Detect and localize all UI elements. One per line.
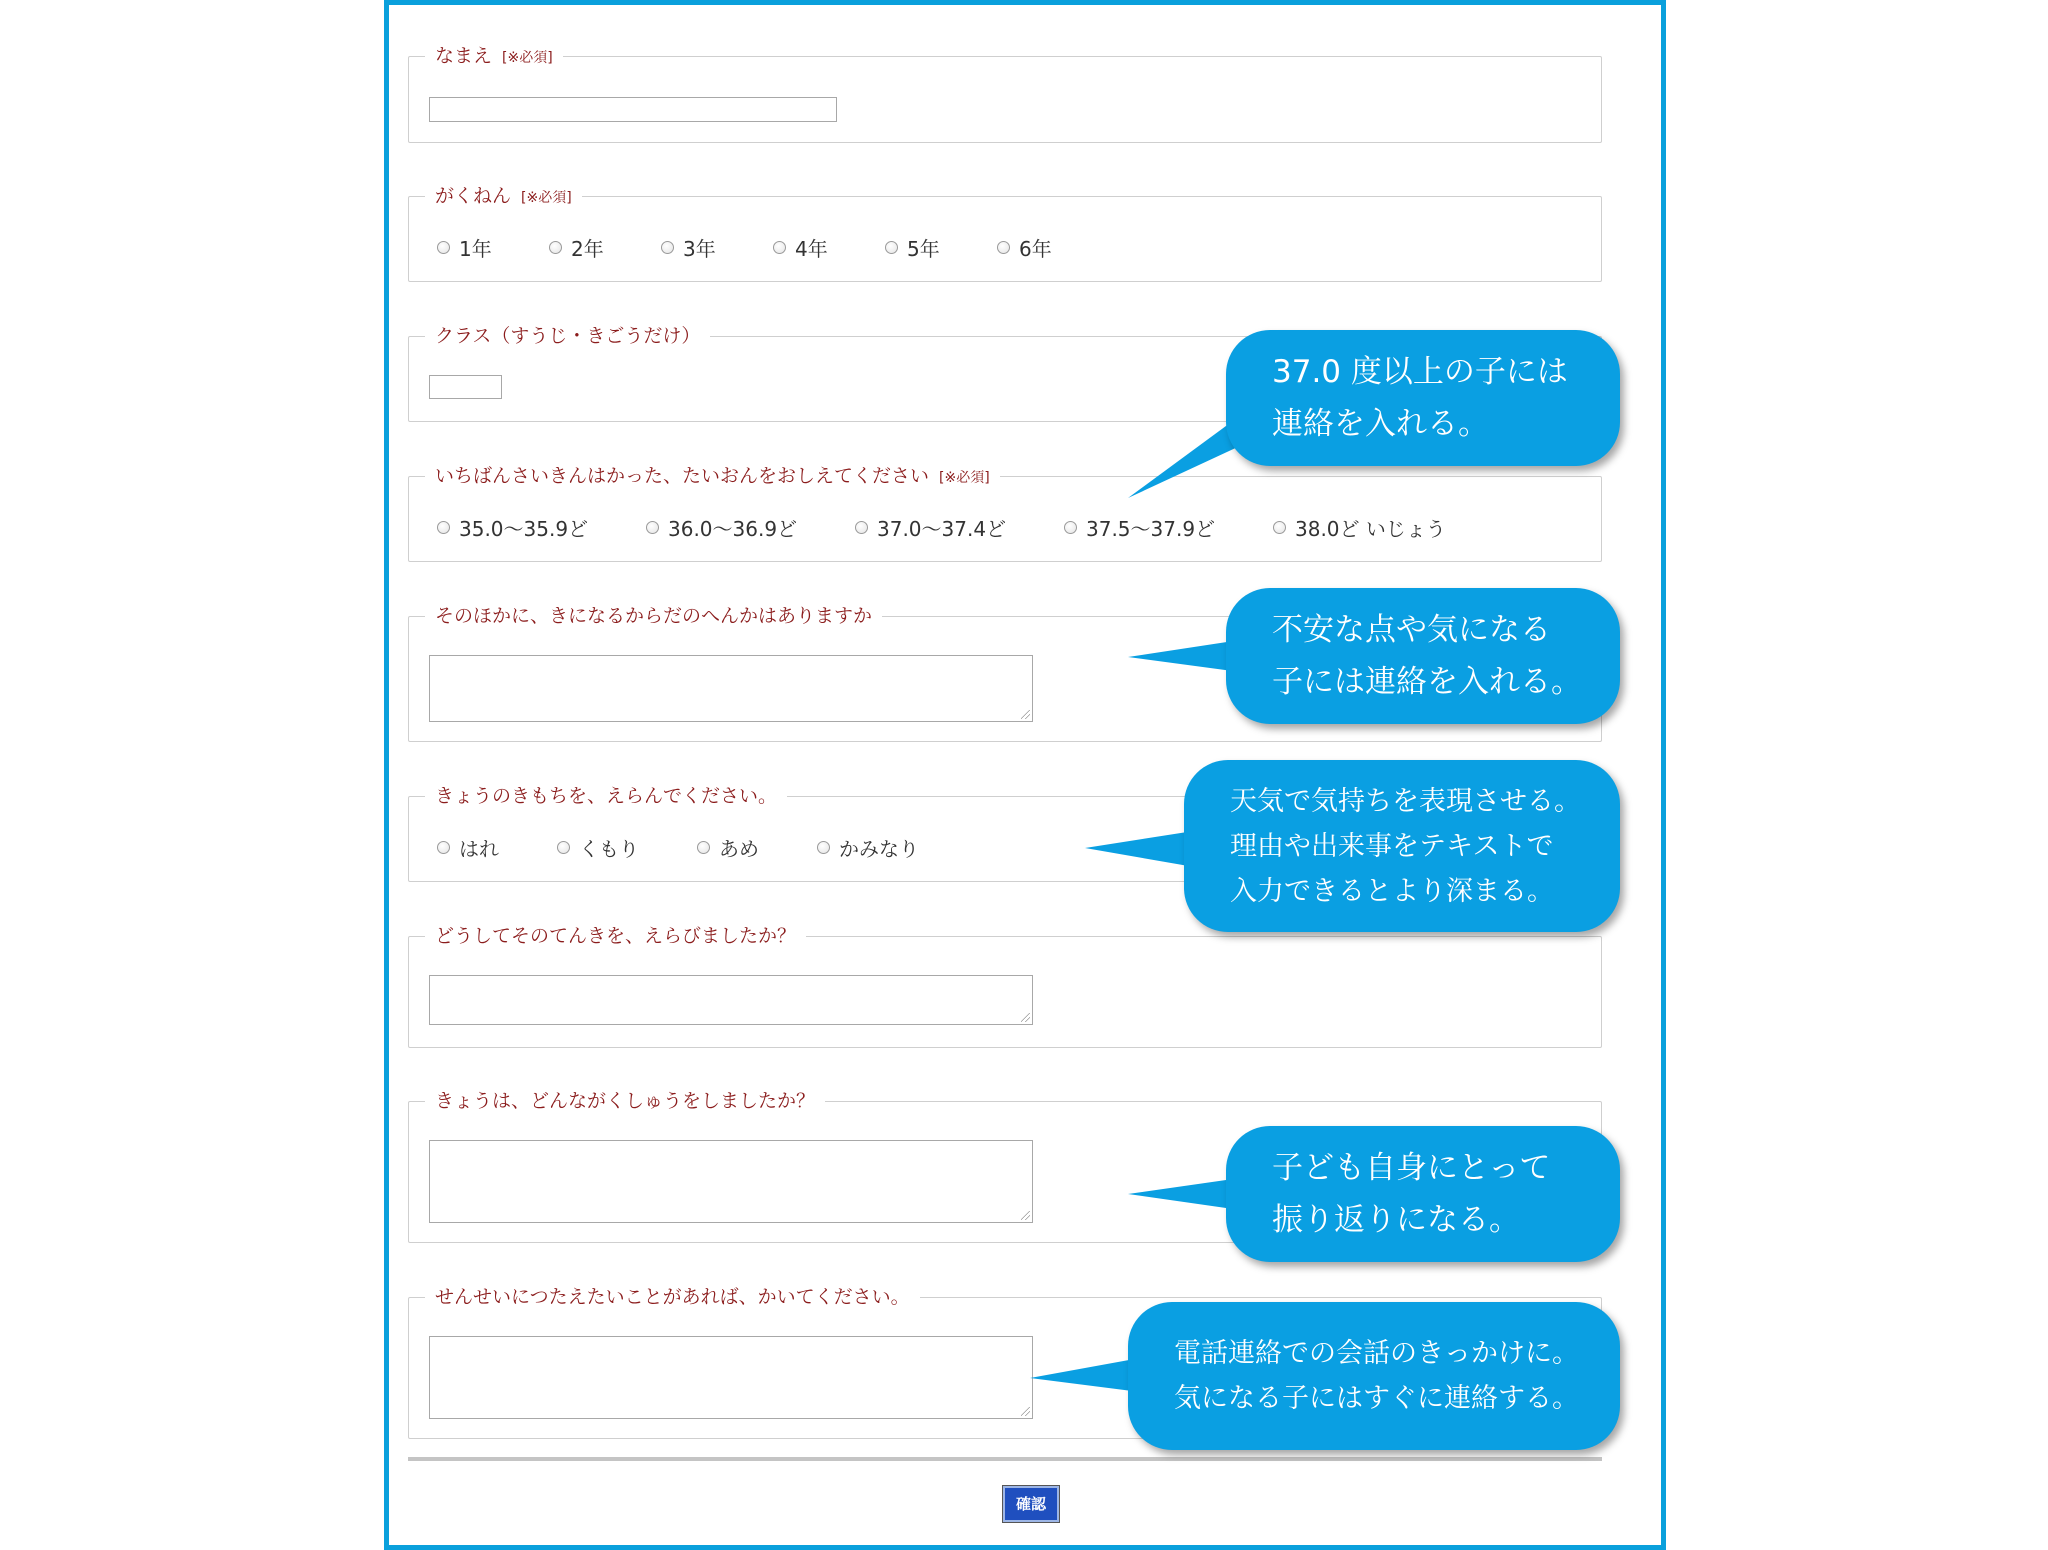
- callout-reflection: [1226, 1126, 1620, 1262]
- temperature-radio-group: [437, 513, 1446, 542]
- temperature-option-4[interactable]: [1064, 513, 1273, 542]
- reason-textarea[interactable]: [429, 975, 1033, 1025]
- fieldset-name: [408, 45, 1602, 143]
- temperature-option-label: 37.0～37.4ど: [877, 517, 1007, 541]
- grade-option-5[interactable]: [885, 233, 997, 262]
- name-legend: [425, 44, 563, 70]
- callout-line: 子ども自身にとって: [1272, 1150, 1551, 1186]
- grade-legend: [425, 184, 582, 210]
- reason-legend: どうしてそのてんきを、えらびましたか？: [425, 924, 806, 948]
- name-label: なまえ: [435, 45, 493, 67]
- callout-line: 気になる子にはすぐに連絡する。: [1174, 1383, 1579, 1414]
- temperature-option-label: 36.0～36.9ど: [668, 517, 798, 541]
- callout-line: 子には連絡を入れる。: [1272, 664, 1582, 700]
- fieldset-grade: [408, 185, 1602, 282]
- grade-option-label: 3年: [683, 237, 716, 261]
- grade-option-3[interactable]: [661, 233, 773, 262]
- class-legend: クラス（すうじ・きごうだけ）: [425, 324, 710, 348]
- grade-required-mark: [※必須]: [521, 190, 572, 206]
- temperature-option-3[interactable]: [855, 513, 1064, 542]
- message-legend: せんせいにつたえたいことがあれば、かいてください。: [425, 1285, 920, 1309]
- grade-option-1[interactable]: [437, 233, 549, 262]
- grade-option-4[interactable]: [773, 233, 885, 262]
- temperature-option-label: 35.0～35.9ど: [459, 517, 589, 541]
- form-divider: [408, 1457, 1602, 1461]
- grade-option-2[interactable]: [549, 233, 661, 262]
- health-legend: そのほかに、きになるからだのへんかはありますか: [425, 604, 882, 628]
- radio-button[interactable]: [997, 241, 1010, 254]
- mood-option-cloudy[interactable]: [557, 833, 697, 862]
- callout-line: 37.0 度以上の子には: [1272, 354, 1568, 390]
- confirm-button[interactable]: 確認: [1003, 1486, 1059, 1522]
- radio-button[interactable]: [661, 241, 674, 254]
- mood-option-sunny[interactable]: [437, 833, 557, 862]
- study-legend: きょうは、どんながくしゅうをしましたか？: [425, 1089, 825, 1113]
- radio-button[interactable]: [855, 521, 868, 534]
- callout-line: 入力できるとより深まる。: [1230, 875, 1554, 907]
- resize-handle-icon[interactable]: [1021, 1407, 1030, 1416]
- radio-button[interactable]: [697, 841, 710, 854]
- resize-handle-icon[interactable]: [1021, 1013, 1030, 1022]
- fieldset-reason: [408, 925, 1602, 1048]
- class-input[interactable]: [429, 375, 502, 399]
- message-textarea[interactable]: [429, 1336, 1033, 1419]
- temperature-legend: [425, 464, 1000, 490]
- radio-button[interactable]: [557, 841, 570, 854]
- resize-handle-icon[interactable]: [1021, 710, 1030, 719]
- grade-option-label: 6年: [1019, 237, 1052, 261]
- callout-line: 連絡を入れる。: [1272, 406, 1489, 442]
- temperature-required-mark: [※必須]: [939, 470, 990, 486]
- temperature-option-label: 38.0ど いじょう: [1295, 517, 1446, 541]
- radio-button[interactable]: [1064, 521, 1077, 534]
- temperature-option-label: 37.5～37.9ど: [1086, 517, 1216, 541]
- temperature-option-2[interactable]: [646, 513, 855, 542]
- radio-button[interactable]: [1273, 521, 1286, 534]
- mood-legend: きょうのきもちを、えらんでください。: [425, 784, 787, 808]
- radio-button[interactable]: [817, 841, 830, 854]
- callout-fever: [1226, 330, 1620, 466]
- health-textarea[interactable]: [429, 655, 1033, 722]
- study-textarea[interactable]: [429, 1140, 1033, 1223]
- grade-option-label: 4年: [795, 237, 828, 261]
- callout-line: 不安な点や気になる: [1272, 612, 1551, 648]
- radio-button[interactable]: [437, 841, 450, 854]
- mood-option-rain[interactable]: [697, 833, 817, 862]
- callout-line: 振り返りになる。: [1272, 1202, 1520, 1238]
- grade-option-6[interactable]: [997, 233, 1109, 262]
- resize-handle-icon[interactable]: [1021, 1211, 1030, 1220]
- name-required-mark: [※必須]: [502, 50, 553, 66]
- grade-option-label: 5年: [907, 237, 940, 261]
- mood-option-label: くもり: [579, 837, 639, 861]
- mood-option-label: かみなり: [839, 837, 919, 861]
- callout-worry: [1226, 588, 1620, 724]
- radio-button[interactable]: [549, 241, 562, 254]
- mood-option-thunder[interactable]: [817, 833, 919, 862]
- name-input[interactable]: [429, 97, 837, 122]
- grade-label: がくねん: [435, 185, 512, 207]
- temperature-label: いちばんさいきんはかった、たいおんをおしえてください: [435, 465, 930, 487]
- temperature-option-5[interactable]: [1273, 513, 1446, 542]
- callout-weather: [1184, 760, 1620, 932]
- mood-option-label: あめ: [719, 837, 759, 861]
- grade-radio-group: [437, 233, 1109, 262]
- callout-line: 理由や出来事をテキストで: [1230, 830, 1554, 862]
- temperature-option-1[interactable]: [437, 513, 646, 542]
- callout-line: 天気で気持ちを表現させる。: [1230, 785, 1581, 817]
- grade-option-label: 2年: [571, 237, 604, 261]
- mood-radio-group: [437, 833, 919, 862]
- radio-button[interactable]: [437, 241, 450, 254]
- grade-option-label: 1年: [459, 237, 492, 261]
- fieldset-temperature: [408, 465, 1602, 562]
- radio-button[interactable]: [773, 241, 786, 254]
- radio-button[interactable]: [437, 521, 450, 534]
- callout-line: 電話連絡での会話のきっかけに。: [1174, 1338, 1579, 1369]
- mood-option-label: はれ: [459, 837, 499, 861]
- radio-button[interactable]: [885, 241, 898, 254]
- radio-button[interactable]: [646, 521, 659, 534]
- callout-phone: [1128, 1302, 1620, 1450]
